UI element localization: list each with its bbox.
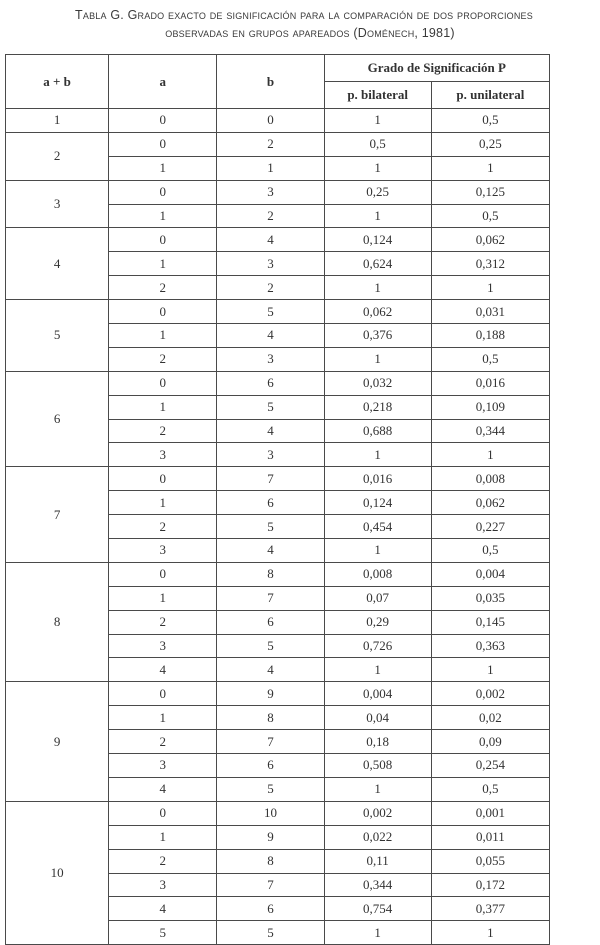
cell-b: 8: [217, 706, 324, 730]
table-row: [6, 562, 550, 586]
cell-b: 0: [217, 109, 324, 133]
cell-b: 7: [217, 730, 324, 754]
cell-b: 4: [217, 539, 324, 563]
cell-p-unilateral: 0,011: [431, 825, 549, 849]
cell-p-unilateral: 0,004: [431, 562, 549, 586]
cell-b: 9: [217, 682, 324, 706]
cell-p-unilateral: 0,5: [431, 347, 549, 371]
cell-p-bilateral: 0,688: [324, 419, 431, 443]
cell-p-bilateral: 0,062: [324, 300, 431, 324]
cell-a: 0: [109, 801, 217, 825]
cell-b: 4: [217, 228, 324, 252]
cell-b: 6: [217, 754, 324, 778]
cell-p-bilateral: 1: [324, 658, 431, 682]
cell-a: 1: [109, 706, 217, 730]
table-row: [6, 180, 550, 204]
cell-b: 5: [217, 634, 324, 658]
cell-a: 1: [109, 156, 217, 180]
table-body: [6, 109, 550, 945]
header-unilateral: p. unilateral: [431, 82, 549, 109]
cell-b: 8: [217, 849, 324, 873]
cell-p-bilateral: 1: [324, 777, 431, 801]
cell-b: 5: [217, 395, 324, 419]
cell-p-bilateral: 0,032: [324, 371, 431, 395]
cell-p-unilateral: 0,5: [431, 539, 549, 563]
caption-line-2: observadas en grupos apareados (Doménech, 1981): [165, 26, 455, 40]
cell-p-bilateral: 0,11: [324, 849, 431, 873]
cell-a: 1: [109, 324, 217, 348]
cell-p-bilateral: 1: [324, 109, 431, 133]
cell-a: 4: [109, 897, 217, 921]
cell-b: 3: [217, 180, 324, 204]
cell-b: 3: [217, 443, 324, 467]
cell-p-bilateral: 0,016: [324, 467, 431, 491]
cell-a: 1: [109, 204, 217, 228]
cell-a: 3: [109, 634, 217, 658]
cell-p-bilateral: 0,624: [324, 252, 431, 276]
cell-b: 3: [217, 347, 324, 371]
cell-a: 5: [109, 921, 217, 945]
table-row: [6, 300, 550, 324]
cell-a: 1: [109, 586, 217, 610]
cell-p-bilateral: 0,022: [324, 825, 431, 849]
cell-p-bilateral: 0,376: [324, 324, 431, 348]
cell-p-bilateral: 0,18: [324, 730, 431, 754]
cell-a: 3: [109, 539, 217, 563]
cell-ab: 3: [6, 180, 109, 228]
cell-a: 0: [109, 132, 217, 156]
cell-p-unilateral: 0,055: [431, 849, 549, 873]
cell-p-unilateral: 0,145: [431, 610, 549, 634]
cell-p-unilateral: 0,312: [431, 252, 549, 276]
cell-b: 3: [217, 252, 324, 276]
cell-b: 7: [217, 586, 324, 610]
cell-a: 0: [109, 467, 217, 491]
cell-p-bilateral: 0,454: [324, 515, 431, 539]
cell-b: 1: [217, 156, 324, 180]
significance-table: [5, 54, 550, 945]
cell-b: 4: [217, 419, 324, 443]
cell-b: 5: [217, 300, 324, 324]
cell-p-bilateral: 1: [324, 347, 431, 371]
cell-p-bilateral: 1: [324, 539, 431, 563]
cell-p-unilateral: 0,002: [431, 682, 549, 706]
header-significance-group: Grado de Significación P: [324, 55, 549, 82]
cell-a: 2: [109, 610, 217, 634]
cell-p-bilateral: 0,124: [324, 491, 431, 515]
cell-a: 1: [109, 491, 217, 515]
cell-ab: 4: [6, 228, 109, 300]
cell-p-unilateral: 0,254: [431, 754, 549, 778]
cell-b: 9: [217, 825, 324, 849]
cell-p-unilateral: 1: [431, 276, 549, 300]
cell-ab: 7: [6, 467, 109, 563]
header-bilateral: p. bilateral: [324, 82, 431, 109]
cell-p-unilateral: 0,344: [431, 419, 549, 443]
cell-p-bilateral: 0,29: [324, 610, 431, 634]
cell-p-bilateral: 0,508: [324, 754, 431, 778]
cell-p-bilateral: 0,124: [324, 228, 431, 252]
cell-a: 2: [109, 347, 217, 371]
cell-p-unilateral: 0,008: [431, 467, 549, 491]
table-row: [6, 228, 550, 252]
table-row: [6, 467, 550, 491]
header-b: b: [217, 55, 324, 109]
cell-b: 5: [217, 515, 324, 539]
cell-p-unilateral: 0,016: [431, 371, 549, 395]
cell-b: 2: [217, 276, 324, 300]
cell-p-unilateral: 0,227: [431, 515, 549, 539]
cell-p-bilateral: 0,25: [324, 180, 431, 204]
cell-p-unilateral: 0,062: [431, 228, 549, 252]
cell-a: 1: [109, 252, 217, 276]
cell-p-unilateral: 0,109: [431, 395, 549, 419]
cell-a: 4: [109, 777, 217, 801]
cell-a: 2: [109, 730, 217, 754]
cell-ab: 9: [6, 682, 109, 801]
cell-p-bilateral: 0,004: [324, 682, 431, 706]
cell-p-bilateral: 1: [324, 204, 431, 228]
cell-p-unilateral: 0,062: [431, 491, 549, 515]
cell-b: 8: [217, 562, 324, 586]
cell-p-unilateral: 1: [431, 658, 549, 682]
cell-b: 6: [217, 897, 324, 921]
table-row: [6, 682, 550, 706]
cell-a: 0: [109, 228, 217, 252]
cell-b: 4: [217, 658, 324, 682]
table-caption: [0, 6, 600, 42]
cell-p-unilateral: 1: [431, 921, 549, 945]
cell-p-bilateral: 0,754: [324, 897, 431, 921]
table-header: [6, 55, 550, 109]
cell-p-unilateral: 0,035: [431, 586, 549, 610]
cell-p-bilateral: 0,04: [324, 706, 431, 730]
cell-a: 0: [109, 109, 217, 133]
cell-a: 3: [109, 873, 217, 897]
cell-p-unilateral: 0,5: [431, 109, 549, 133]
cell-p-bilateral: 0,5: [324, 132, 431, 156]
cell-a: 1: [109, 395, 217, 419]
cell-p-bilateral: 0,07: [324, 586, 431, 610]
cell-p-unilateral: 1: [431, 443, 549, 467]
cell-b: 7: [217, 873, 324, 897]
cell-p-bilateral: 1: [324, 276, 431, 300]
cell-ab: 8: [6, 562, 109, 681]
cell-p-unilateral: 0,25: [431, 132, 549, 156]
cell-ab: 6: [6, 371, 109, 467]
cell-p-unilateral: 0,001: [431, 801, 549, 825]
cell-p-bilateral: 1: [324, 443, 431, 467]
cell-p-bilateral: 1: [324, 921, 431, 945]
cell-p-unilateral: 0,5: [431, 777, 549, 801]
cell-p-unilateral: 0,031: [431, 300, 549, 324]
cell-b: 2: [217, 204, 324, 228]
cell-p-unilateral: 0,02: [431, 706, 549, 730]
cell-p-bilateral: 0,002: [324, 801, 431, 825]
cell-p-unilateral: 1: [431, 156, 549, 180]
cell-a: 4: [109, 658, 217, 682]
cell-p-unilateral: 0,377: [431, 897, 549, 921]
cell-p-bilateral: 0,344: [324, 873, 431, 897]
cell-p-unilateral: 0,172: [431, 873, 549, 897]
cell-b: 5: [217, 921, 324, 945]
cell-p-unilateral: 0,09: [431, 730, 549, 754]
cell-ab: 5: [6, 300, 109, 372]
cell-p-unilateral: 0,125: [431, 180, 549, 204]
cell-a: 3: [109, 754, 217, 778]
cell-b: 10: [217, 801, 324, 825]
cell-b: 5: [217, 777, 324, 801]
cell-b: 7: [217, 467, 324, 491]
cell-b: 6: [217, 610, 324, 634]
cell-a: 0: [109, 300, 217, 324]
cell-p-bilateral: 0,218: [324, 395, 431, 419]
cell-a: 1: [109, 825, 217, 849]
cell-a: 2: [109, 515, 217, 539]
table-row: [6, 371, 550, 395]
cell-b: 4: [217, 324, 324, 348]
cell-a: 0: [109, 371, 217, 395]
cell-b: 6: [217, 491, 324, 515]
cell-p-unilateral: 0,5: [431, 204, 549, 228]
cell-a: 0: [109, 562, 217, 586]
cell-b: 6: [217, 371, 324, 395]
cell-a: 2: [109, 419, 217, 443]
cell-p-bilateral: 0,008: [324, 562, 431, 586]
cell-p-unilateral: 0,188: [431, 324, 549, 348]
cell-ab: 1: [6, 109, 109, 133]
cell-p-bilateral: 1: [324, 156, 431, 180]
cell-a: 0: [109, 682, 217, 706]
cell-a: 2: [109, 276, 217, 300]
header-a: a: [109, 55, 217, 109]
table-row: [6, 109, 550, 133]
cell-p-bilateral: 0,726: [324, 634, 431, 658]
cell-p-unilateral: 0,363: [431, 634, 549, 658]
cell-b: 2: [217, 132, 324, 156]
cell-ab: 2: [6, 132, 109, 180]
table-row: [6, 132, 550, 156]
header-ab: a + b: [6, 55, 109, 109]
cell-a: 2: [109, 849, 217, 873]
caption-line-1: Tabla G. Grado exacto de significación para la comparación de dos proporciones: [75, 8, 533, 22]
cell-ab: 10: [6, 801, 109, 944]
table-row: [6, 801, 550, 825]
cell-a: 3: [109, 443, 217, 467]
cell-a: 0: [109, 180, 217, 204]
